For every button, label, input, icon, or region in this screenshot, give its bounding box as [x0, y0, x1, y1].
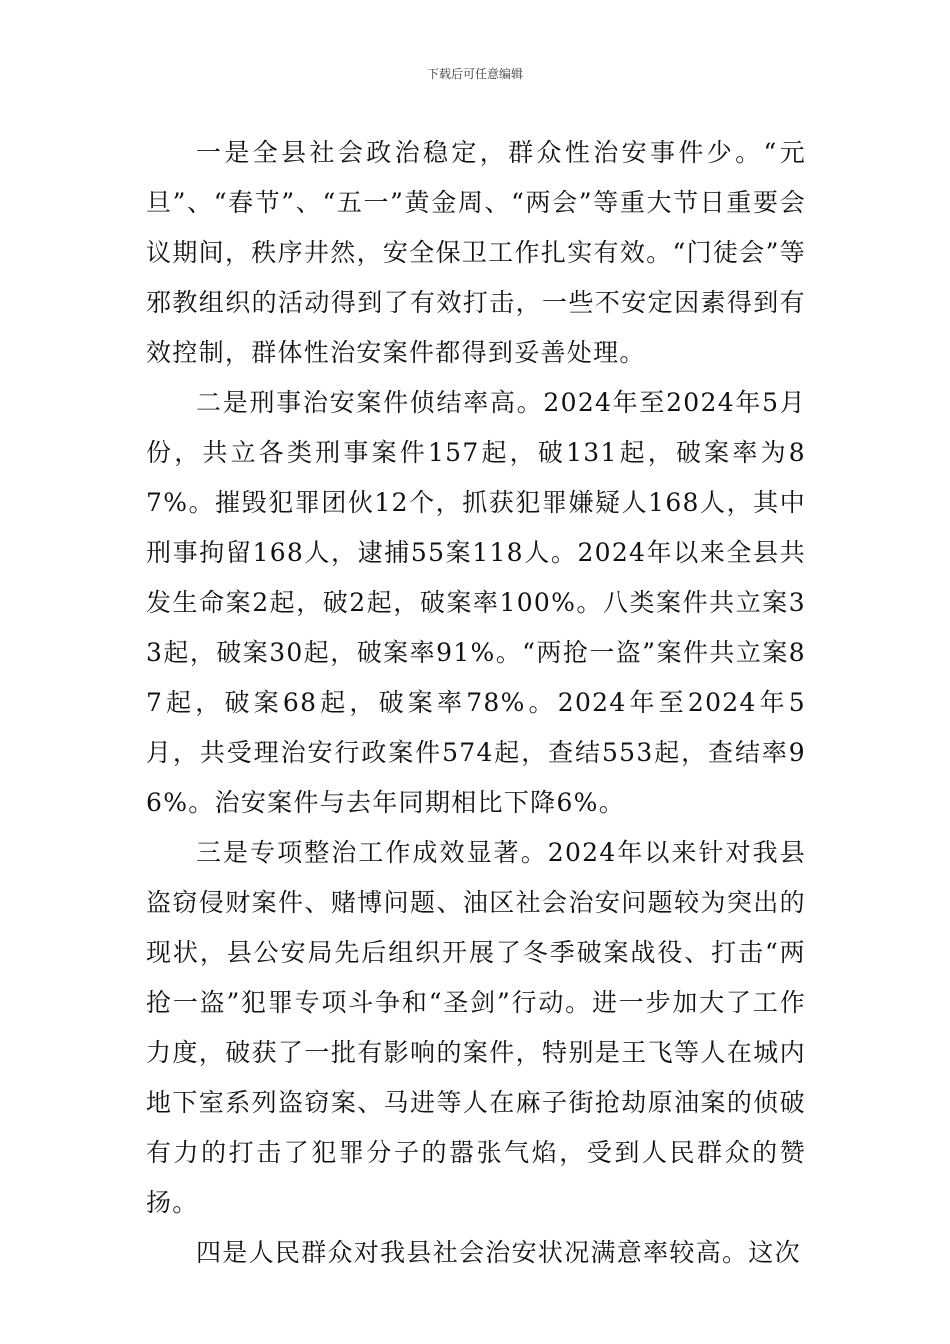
paragraph-4: 四是人民群众对我县社会治安状况满意率较高。这次 [196, 1238, 801, 1267]
page-header: 下载后可任意编辑 [426, 67, 523, 81]
paragraph-3: 三是专项整治工作成效显著。2024年以来针对我县盗窃侵财案件、赌博问题、油区社会治安问题较为突出的现状，县公安局先后组织开展了冬季破案战役、打击“两抢一盗”犯罪专项斗争和“圣剑”行动。进一步加大了工作力度，破获了一批有影响的案件，特别是王飞等人在城内地下室系列盗窃案、马进等人在麻子街抢劫原油案的侦破有力的打击了犯罪分子的嚣张气焰，受到人民群众的赞扬。 [146, 838, 806, 1217]
paragraph-2: 二是刑事治安案件侦结率高。2024年至2024年5月份，共立各类刑事案件157起，破131起，破案率为87%。摧毁犯罪团伙12个，抓获犯罪嫌疑人168人，其中刑事拘留168人，逮捕55案118人。2024年以来全县共发生命案2起，破2起，破案率100%。八类案件共立案33起，破案30起，破案率91%。“两抢一盗”案件共立案87起，破案68起，破案率78%。2024年至2024年5月，共受理治安行政案件574起，查结553起，查结率96%。治安案件与去年同期相比下降6%。 [146, 388, 806, 817]
document-body [146, 128, 806, 1278]
paragraph-1: 一是全县社会政治稳定，群众性治安事件少。“元旦”、“春节”、“五一”黄金周、“两会”等重大节日重要会议期间，秩序井然，安全保卫工作扎实有效。“门徒会”等邪教组织的活动得到了有效打击，一些不安定因素得到有效控制，群体性治安案件都得到妥善处理。 [146, 138, 806, 367]
